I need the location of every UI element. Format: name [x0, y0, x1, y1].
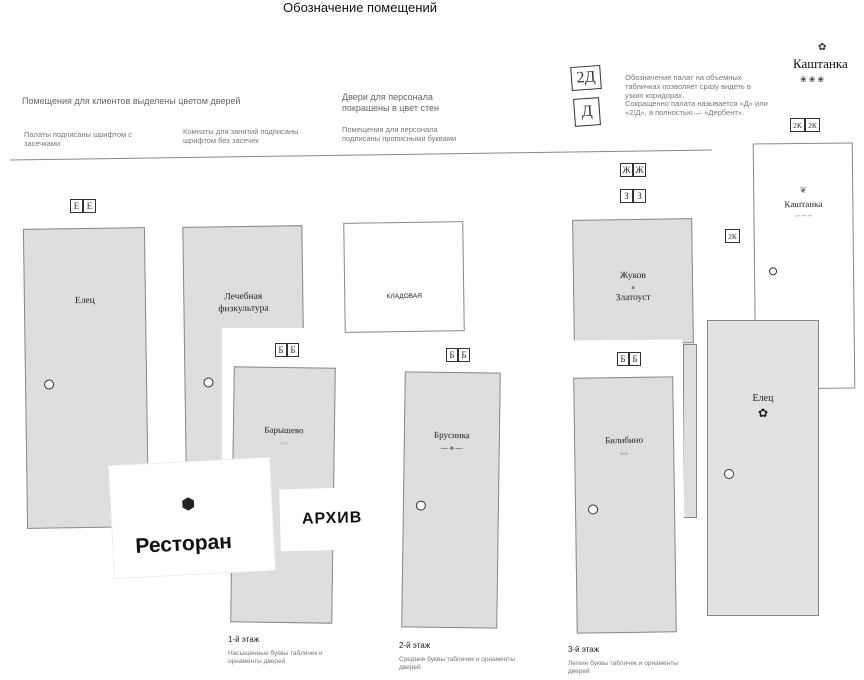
door-label-and: и [631, 284, 635, 292]
floor-caption-1 [228, 635, 348, 666]
archive-label: АРХИВ [301, 509, 363, 528]
sign-zh: Ж [633, 163, 646, 177]
door-zhukov-zlatoust[interactable] [572, 218, 694, 345]
note-staff-rooms: Помещения для персонала подписаны прописными буквами [342, 125, 457, 143]
door-zhukov-edge [683, 344, 697, 518]
door-knob [203, 377, 213, 387]
door-label: Елец [752, 393, 774, 404]
door-knob [44, 379, 54, 389]
door-label-line2: Златоуст [615, 292, 651, 304]
sign-b: Б [275, 343, 287, 357]
door-brusnika[interactable] [401, 371, 501, 628]
sign-b: Б [446, 348, 458, 362]
floor-caption-2 [399, 641, 519, 672]
floor-title: 2-й этаж [399, 641, 431, 650]
floor-note: Средние буквы табличек и орнаменты дверей [399, 656, 516, 671]
sign-e: Е [83, 199, 96, 213]
door-elets-2[interactable] [707, 320, 819, 616]
door-label: Каштанка [784, 198, 823, 210]
note-short-name: Сокращенно палата называется «Д» или «2/Д», а полностью — «Дербент». [625, 99, 768, 117]
door-label: Барышево [264, 424, 304, 436]
sign-e: Е [70, 199, 83, 213]
note-client-doors: Помещения для клиентов выделены цветом дверей [22, 96, 241, 106]
archive-card [279, 487, 385, 552]
door-label: Брусника [433, 429, 470, 441]
floor-caption-3 [568, 645, 688, 676]
sign-zh: Ж [620, 163, 633, 177]
door-label: Билибино [605, 434, 644, 446]
sign-2k: 2К [805, 118, 820, 132]
note-signs-volume: Обозначение палат на объемных табличках позволяет сразу видеть в узких коридорах. [625, 73, 751, 100]
door-knob [588, 504, 598, 514]
door-ornament-icon: 〰 [280, 439, 288, 449]
door-label-line1: Жуков [619, 270, 647, 282]
door-label: КЛАДОВАЯ [386, 292, 422, 301]
sign-z: З [633, 189, 646, 203]
sign-b: Б [287, 343, 299, 357]
sign-b: Б [458, 348, 470, 362]
floor-title: 1-й этаж [228, 635, 260, 644]
door-storage[interactable] [343, 221, 465, 333]
floor-note: Насыщенные буквы табличек и орнаменты дверей [228, 650, 323, 665]
restaurant-card [109, 458, 275, 578]
page-title: Обозначение помещений [283, 0, 437, 15]
kashtanka-logo-text: Каштанка [793, 56, 848, 71]
door-ornament-icon: ◦◦◦ [619, 448, 629, 459]
door-bilibino[interactable] [573, 376, 677, 633]
sign-2k: 2К [790, 118, 805, 132]
restaurant-logo-icon: ⬢ [180, 495, 196, 514]
restaurant-label: Ресторан [134, 529, 233, 558]
door-ornament-icon: ❦ [799, 184, 808, 196]
door-ornament-icon: ∽∽∽ [794, 211, 813, 221]
door-knob [724, 469, 734, 479]
door-label: Елец [74, 295, 95, 307]
door-ornament-icon: ⁓✦⁓ [440, 443, 464, 454]
sign-b: Б [617, 352, 629, 366]
sign-2k-small: 2К [725, 229, 740, 243]
sign-z: З [620, 189, 633, 203]
door-ornament-icon: ✿ [757, 406, 769, 420]
floor-note: Легкие буквы табличек и орнаменты дверей [568, 660, 678, 675]
door-knob [416, 501, 426, 511]
door-label: Лечебная физкультура [218, 291, 269, 315]
note-classrooms: Комнаты для занятий подписаны шрифтом без засечек [183, 127, 299, 145]
sign-d-big: Д [573, 97, 601, 127]
floor-title: 3-й этаж [568, 645, 600, 654]
sign-b: Б [629, 352, 641, 366]
kashtanka-logo-icon: ✿ [818, 42, 827, 53]
note-staff-doors: Двери для персонала покрашены в цвет стен [342, 92, 439, 113]
sign-2d-big: 2Д [570, 65, 602, 91]
kashtanka-ornament-icon: ❀❀❀ [800, 75, 827, 84]
door-knob [769, 267, 777, 275]
note-wards: Палаты подписаны шрифтом с засечками [24, 130, 132, 148]
